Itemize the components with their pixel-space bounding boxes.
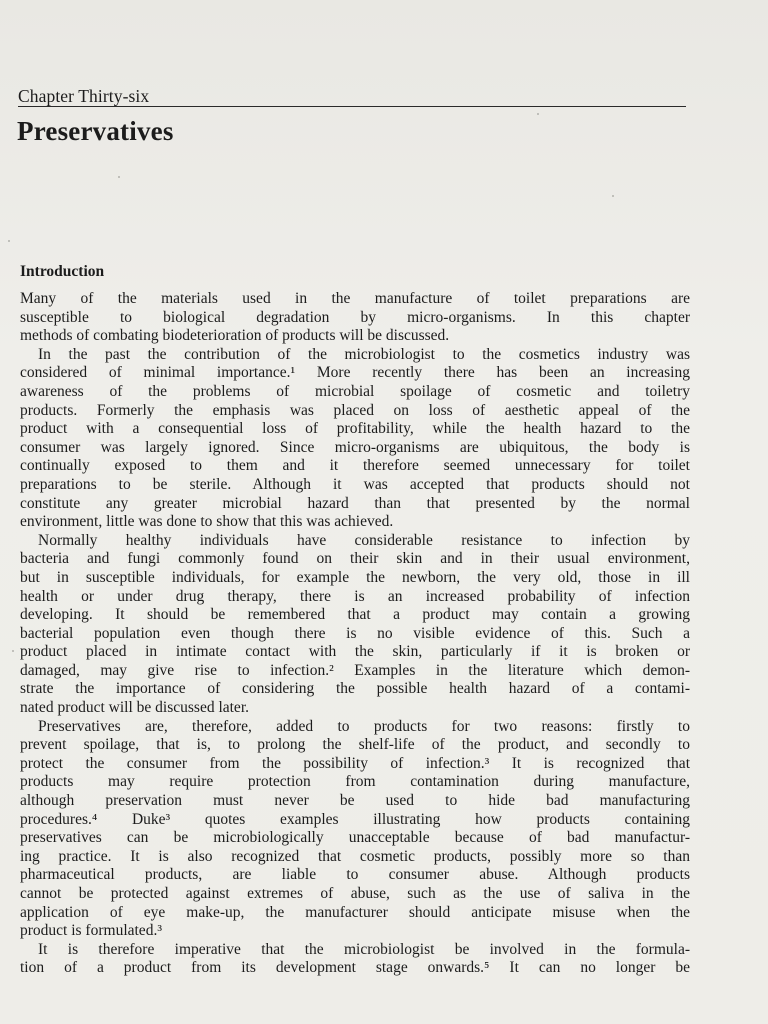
text-line: Many of the materials used in the manufacture of toilet preparations are bbox=[20, 290, 690, 307]
text-line: bacteria and fungi commonly found on their skin and in their usual environment, bbox=[20, 550, 690, 568]
paper-speck bbox=[8, 240, 10, 242]
text-line: procedures.⁴ Duke³ quotes examples illustrating how products containing bbox=[20, 810, 690, 828]
text-line: products may require protection from contamination during manufacture, bbox=[20, 773, 690, 791]
paper-speck bbox=[537, 113, 539, 115]
text-line: awareness of the problems of microbial spoilage of cosmetic and toiletry bbox=[20, 382, 690, 400]
text-line: tion of a product from its development stage onwards.⁵ It can no longer be bbox=[20, 959, 690, 977]
text-line: products. Formerly the emphasis was placed on loss of aesthetic appeal of the bbox=[20, 401, 690, 419]
section-heading: Introduction bbox=[20, 263, 105, 280]
body-text bbox=[20, 290, 690, 978]
paper-speck bbox=[612, 195, 614, 197]
text-line: although preservation must never be used to hide bad manufacturing bbox=[20, 792, 690, 810]
chapter-label: Chapter Thirty-six bbox=[18, 86, 150, 106]
text-line: susceptible to biological degradation by micro-organisms. In this chapter bbox=[20, 308, 690, 326]
text-line: cannot be protected against extremes of abuse, such as the use of saliva in the bbox=[20, 885, 690, 902]
paper-speck bbox=[118, 176, 120, 178]
text-line: considered of minimal importance.¹ More recently there has been an increasing bbox=[20, 364, 690, 382]
text-line: methods of combating biodeterioration of products will be discussed. bbox=[20, 327, 450, 345]
text-line: ing practice. It is also recognized that cosmetic products, possibly more so than bbox=[20, 847, 690, 865]
text-line: strate the importance of considering the possible health hazard of a contami- bbox=[20, 680, 690, 698]
text-line: Preservatives are, therefore, added to products for two reasons: firstly to bbox=[38, 717, 690, 735]
text-line: prevent spoilage, that is, to prolong the shelf-life of the product, and secondly to bbox=[20, 736, 690, 754]
text-line: developing. It should be remembered that a product may contain a growing bbox=[20, 606, 690, 624]
text-line: bacterial population even though there is no visible evidence of this. Such a bbox=[20, 624, 690, 642]
text-line: continually exposed to them and it therefore seemed unnecessary for toilet bbox=[20, 457, 690, 475]
text-line: In the past the contribution of the microbiologist to the cosmetics industry was bbox=[38, 345, 690, 363]
text-line: product placed in intimate contact with the skin, particularly if it is broken or bbox=[20, 643, 690, 661]
chapter-title: Preservatives bbox=[17, 116, 174, 146]
text-line: product with a consequential loss of profitability, while the health hazard to the bbox=[20, 420, 690, 438]
text-line: consumer was largely ignored. Since micro-organisms are ubiquitous, the body is bbox=[20, 438, 690, 456]
header-rule bbox=[18, 106, 686, 107]
text-line: health or under drug therapy, there is an increased probability of infection bbox=[20, 587, 690, 605]
text-line: nated product will be discussed later. bbox=[20, 699, 249, 717]
text-line: preparations to be sterile. Although it was accepted that products should not bbox=[20, 475, 690, 493]
text-line: damaged, may give rise to infection.² Examples in the literature which demon- bbox=[20, 661, 690, 679]
text-line: constitute any greater microbial hazard than that presented by the normal bbox=[20, 494, 690, 512]
text-line: preservatives can be microbiologically unacceptable because of bad manufactur- bbox=[20, 829, 690, 847]
paper-speck bbox=[12, 650, 14, 652]
text-line: but in susceptible individuals, for example the newborn, the very old, those in ill bbox=[20, 568, 690, 586]
text-line: Normally healthy individuals have considerable resistance to infection by bbox=[38, 531, 690, 549]
text-line: product is formulated.³ bbox=[20, 922, 162, 940]
text-line: application of eye make-up, the manufacturer should anticipate misuse when the bbox=[20, 903, 690, 921]
text-line: protect the consumer from the possibility of infection.³ It is recognized that bbox=[20, 754, 690, 772]
text-line: It is therefore imperative that the microbiologist be involved in the formula- bbox=[38, 940, 690, 958]
text-line: environment, little was done to show that this was achieved. bbox=[20, 513, 394, 531]
text-line: pharmaceutical products, are liable to consumer abuse. Although products bbox=[20, 866, 690, 884]
